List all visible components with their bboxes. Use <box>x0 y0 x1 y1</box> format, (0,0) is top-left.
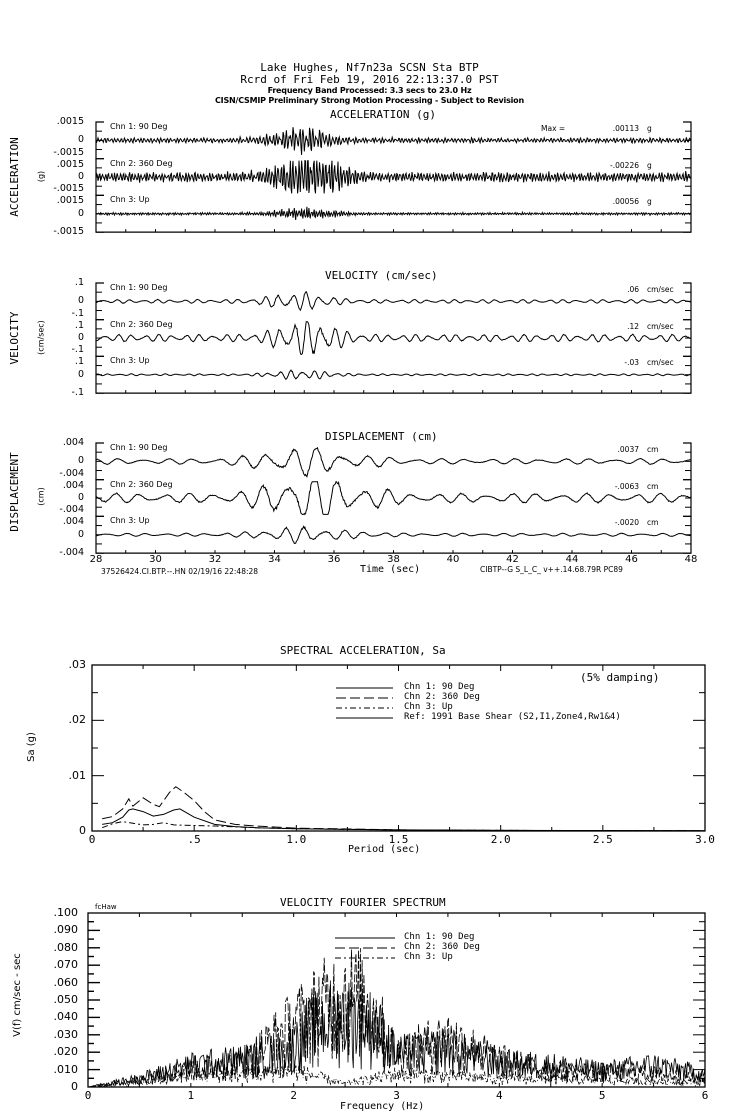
time-axis-label: Time (sec) <box>360 564 421 575</box>
x-tick-label: 5 <box>598 1089 606 1102</box>
y-tick-label: .100 <box>53 906 78 919</box>
channel-max-value: .00056 <box>612 197 639 207</box>
time-tick-label: 30 <box>149 554 162 566</box>
fourier-title: VELOCITY FOURIER SPECTRUM <box>280 896 446 909</box>
x-tick-label: 2 <box>290 1089 297 1102</box>
channel-max-unit: g <box>647 124 652 133</box>
header-processing-note: CISN/CSMIP Preliminary Strong Motion Processing - Subject to Revision <box>215 96 524 105</box>
y-tick-label: 0 <box>71 1080 78 1093</box>
time-tick-label: 44 <box>565 554 579 566</box>
channel-max-value: .12 <box>627 321 639 331</box>
x-tick-label: 1.0 <box>286 833 307 846</box>
y-tick-label-zero: 0 <box>77 171 84 183</box>
acceleration-axis-label: ACCELERATION <box>8 137 21 217</box>
channel-label: Chn 1: 90 Deg <box>110 283 168 292</box>
x-tick-label: 0 <box>88 833 96 846</box>
time-tick-label: 32 <box>208 554 222 566</box>
channel-max-unit: cm <box>647 445 659 454</box>
y-tick-label-bottom: -.1 <box>71 307 84 319</box>
waveform-trace <box>96 479 691 515</box>
y-tick-label-zero: 0 <box>77 455 84 467</box>
y-tick-label-top: .004 <box>62 516 84 528</box>
y-tick-label: .01 <box>68 768 86 782</box>
x-tick-label: 2.0 <box>490 833 511 846</box>
y-tick-label: 0 <box>79 824 86 837</box>
displacement-axis-label: DISPLACEMENT <box>8 452 21 532</box>
footer-processing-code: CIBTP--G S_L_C_ v++.14.68.79R PC89 <box>480 565 623 574</box>
time-tick-label: 42 <box>506 554 519 566</box>
channel-label: Chn 3: Up <box>110 195 150 205</box>
channel-label: Chn 2: 360 Deg <box>110 158 173 168</box>
y-tick-label-top: .0015 <box>56 116 84 127</box>
x-tick-label: 3 <box>393 1089 400 1102</box>
channel-max-unit: cm/sec <box>647 285 674 294</box>
channel-max-unit: g <box>647 197 652 207</box>
displacement-title: DISPLACEMENT (cm) <box>325 430 438 443</box>
x-tick-label: 2.5 <box>592 833 613 846</box>
x-tick-label: 0 <box>84 1089 92 1102</box>
velocity-unit-label: (cm/sec) <box>36 320 46 355</box>
channel-max-value: -.03 <box>624 358 639 368</box>
time-tick-label: 34 <box>268 554 281 566</box>
channel-max-value: -.0020 <box>614 518 639 528</box>
spectral-series-line <box>102 822 705 831</box>
y-tick-label-top: .1 <box>74 356 84 368</box>
spectral-title: SPECTRAL ACCELERATION, Sa <box>280 644 446 657</box>
header-station: Lake Hughes, Nf7n23a SCSN Sta BTP <box>260 61 479 74</box>
channel-label: Chn 3: Up <box>110 516 150 526</box>
y-tick-label: .060 <box>53 975 78 989</box>
y-tick-label-zero: 0 <box>77 332 84 344</box>
waveform-trace <box>96 207 691 220</box>
y-tick-label: .030 <box>53 1027 78 1041</box>
spectral-series-line <box>102 809 705 831</box>
channel-max-unit: g <box>647 160 652 170</box>
fourier-series-line <box>88 983 705 1087</box>
legend-entry: Chn 2: 360 Deg <box>404 942 480 952</box>
x-tick-label: .5 <box>187 833 201 846</box>
channel-max-value: .06 <box>627 285 639 294</box>
channel-label: Chn 1: 90 Deg <box>110 122 168 131</box>
waveform-trace <box>96 319 691 355</box>
y-tick-label-zero: 0 <box>77 368 84 380</box>
channel-max-value: .00113 <box>612 124 639 133</box>
y-tick-label-bottom: -.0015 <box>53 146 84 158</box>
time-tick-label: 48 <box>684 554 698 566</box>
channel-max-value: -.0063 <box>614 481 639 491</box>
y-tick-label-bottom: -.004 <box>59 467 84 479</box>
channel-max-unit: cm <box>647 518 659 528</box>
footer-record-id: 37526424.CI.BTP.--.HN 02/19/16 22:48:28 <box>101 567 259 576</box>
time-tick-label: 46 <box>625 554 638 566</box>
legend-entry: Chn 1: 90 Deg <box>404 682 475 692</box>
y-tick-label-bottom: -.0015 <box>53 183 84 195</box>
spectral-series-line <box>102 787 705 831</box>
time-tick-label: 40 <box>446 554 460 566</box>
y-tick-label-bottom: -.004 <box>59 547 84 559</box>
y-tick-label-zero: 0 <box>77 528 84 540</box>
fourier-x-label: Frequency (Hz) <box>340 1101 425 1112</box>
y-tick-label-zero: 0 <box>77 492 84 504</box>
channel-label: Chn 1: 90 Deg <box>110 443 168 452</box>
y-tick-label-top: .1 <box>74 277 84 288</box>
channel-max-value: -.00226 <box>610 160 639 170</box>
waveform-trace <box>96 158 691 194</box>
y-tick-label-zero: 0 <box>77 134 84 146</box>
channel-max-unit: cm/sec <box>647 321 674 331</box>
spectral-frame <box>92 665 705 831</box>
x-tick-label: 1 <box>187 1089 195 1102</box>
x-tick-label: 6 <box>701 1089 709 1102</box>
channel-max-unit: cm/sec <box>647 358 674 368</box>
x-tick-label: 1.5 <box>388 833 409 846</box>
y-tick-label-zero: 0 <box>77 207 84 219</box>
legend-entry: Chn 3: Up <box>404 702 453 712</box>
y-tick-label-top: .1 <box>74 319 84 331</box>
waveform-trace <box>96 370 691 379</box>
channel-max-prefix: Max = <box>541 124 566 133</box>
y-tick-label: .080 <box>53 940 78 954</box>
spectral-y-label: Sa (g) <box>26 732 37 762</box>
fourier-corner-label: fcHaw <box>95 903 117 911</box>
x-tick-label: 4 <box>496 1089 503 1102</box>
velocity-axis-label: VELOCITY <box>8 311 21 365</box>
y-tick-label: .03 <box>68 658 86 671</box>
legend-entry: Chn 3: Up <box>404 952 453 962</box>
y-tick-label-bottom: -.1 <box>71 387 84 399</box>
legend-entry: Chn 2: 360 Deg <box>404 692 480 702</box>
legend-entry: Chn 1: 90 Deg <box>404 932 475 942</box>
channel-max-value: .0037 <box>617 445 639 454</box>
header-frequency-band: Frequency Band Processed: 3.3 secs to 23.0 Hz <box>267 86 472 95</box>
fourier-y-label: V(f) cm/sec - sec <box>12 953 23 1037</box>
velocity-title: VELOCITY (cm/sec) <box>325 269 438 282</box>
y-tick-label: .050 <box>53 993 78 1006</box>
channel-max-unit: cm <box>647 481 659 491</box>
spectral-x-label: Period (sec) <box>348 844 421 855</box>
channel-label: Chn 3: Up <box>110 356 150 366</box>
damping-annotation: (5% damping) <box>580 671 660 684</box>
y-tick-label-zero: 0 <box>77 295 84 307</box>
y-tick-label-top: .004 <box>62 479 84 491</box>
time-tick-label: 28 <box>89 554 103 566</box>
y-tick-label: .040 <box>53 1010 78 1024</box>
channel-label: Chn 2: 360 Deg <box>110 479 173 489</box>
x-tick-label: 3.0 <box>695 833 715 846</box>
header-record-time: Rcrd of Fri Feb 19, 2016 22:13:37.0 PST <box>240 73 499 86</box>
waveform-trace <box>96 292 691 311</box>
y-tick-label-top: .0015 <box>56 158 84 170</box>
y-tick-label: .02 <box>68 713 86 727</box>
y-tick-label: .010 <box>53 1062 78 1076</box>
waveform-trace <box>96 527 691 544</box>
y-tick-label: .020 <box>53 1045 78 1059</box>
legend-entry: Ref: 1991 Base Shear (S2,I1,Zone4,Rw1&4) <box>404 712 621 722</box>
y-tick-label-top: .004 <box>62 437 84 448</box>
y-tick-label-top: .0015 <box>56 195 84 207</box>
channel-label: Chn 2: 360 Deg <box>110 319 173 329</box>
y-tick-label-bottom: -.1 <box>71 344 84 356</box>
acceleration-unit-label: (g) <box>36 170 46 183</box>
y-tick-label-bottom: -.004 <box>59 504 84 516</box>
y-tick-label-bottom: -.0015 <box>53 226 84 238</box>
displacement-unit-label: (cm) <box>36 487 46 506</box>
time-tick-label: 38 <box>387 554 400 566</box>
y-tick-label: .090 <box>53 923 78 937</box>
y-tick-label: .070 <box>53 958 78 972</box>
time-tick-label: 36 <box>327 554 341 566</box>
acceleration-title: ACCELERATION (g) <box>330 108 436 121</box>
